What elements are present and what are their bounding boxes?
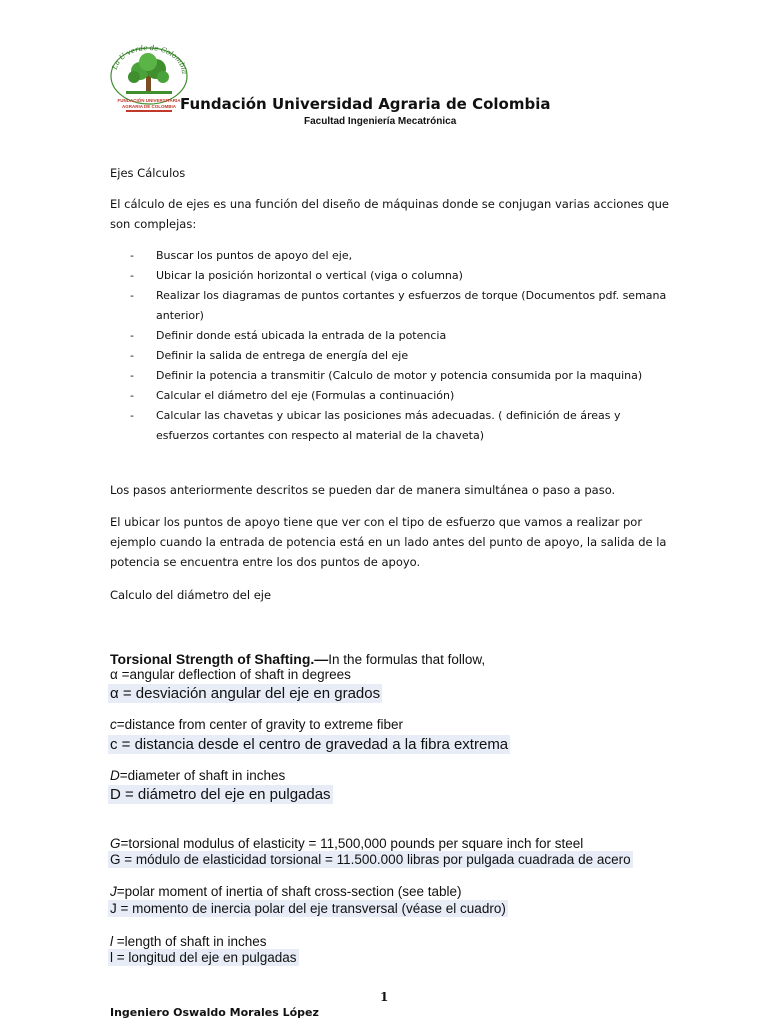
list-item [110, 266, 670, 286]
definition-english [110, 934, 266, 950]
list-item [110, 326, 670, 346]
list-marker: - [130, 389, 134, 402]
definition-spanish: G = módulo de elasticidad torsional = 11.500.000 libras por pulgada cuadrada de acero [110, 852, 631, 867]
footer-author: Ingeniero Oswaldo Morales López [110, 1006, 319, 1019]
institution-name: Fundación Universidad Agraria de Colombia [180, 95, 551, 113]
list-item [110, 386, 670, 406]
section-heading: Calculo del diámetro del eje [110, 588, 272, 602]
definition-english [110, 768, 285, 784]
definition-spanish: α = desviación angular del eje en grados [110, 685, 381, 702]
document-title: Ejes Cálculos [110, 166, 186, 180]
intro-paragraph: El cálculo de ejes es una función del diseño de máquinas donde se conjugan varias acciones que son complejas: [110, 197, 670, 231]
logo-arc-text: La U verde de Colombia [110, 44, 189, 75]
faculty-name: Facultad Ingeniería Mecatrónica [304, 116, 457, 127]
list-marker: - [130, 369, 134, 382]
definition-english [110, 884, 462, 900]
logo-caption-1: FUNDACIÓN UNIVERSITARIA [117, 98, 181, 103]
list-marker: - [130, 409, 134, 422]
torsion-title: Torsional Strength of Shafting.— [110, 651, 329, 667]
list-marker: - [130, 269, 134, 282]
definition-text: =length of shaft in inches [113, 934, 267, 949]
definition-english [110, 717, 403, 733]
list-item [110, 286, 670, 326]
step-text: Calcular el diámetro del eje (Formulas a continuación) [156, 389, 455, 402]
definition-text: =diameter of shaft in inches [119, 768, 286, 783]
paragraph-steps-order: Los pasos anteriormente descritos se pueden dar de manera simultánea o paso a paso. [110, 483, 616, 497]
step-text: Definir la salida de entrega de energía del eje [156, 349, 409, 362]
definition-text: =polar moment of inertia of shaft cross-section (see table) [116, 884, 462, 899]
step-text: Ubicar la posición horizontal o vertical (viga o columna) [156, 269, 463, 282]
definition-symbol: J [110, 884, 117, 899]
step-text: Buscar los puntos de apoyo del eje, [156, 249, 353, 262]
list-item [110, 246, 670, 266]
step-text: Calcular las chavetas y ubicar las posiciones más adecuadas. ( definición de áreas y esfuerzos cortantes con respecto al material de la chaveta) [156, 409, 621, 442]
list-item [110, 366, 670, 386]
definition-spanish: c = distancia desde el centro de gravedad a la fibra extrema [110, 736, 509, 753]
list-marker: - [130, 349, 134, 362]
definition-symbol: D [110, 768, 120, 783]
step-text: Definir donde está ubicada la entrada de la potencia [156, 329, 447, 342]
logo-caption-2: AGRARIA DE COLOMBIA [121, 104, 177, 109]
definition-text: =torsional modulus of elasticity = 11,500,000 pounds per square inch for steel [120, 836, 584, 851]
definition-english [110, 836, 583, 852]
step-text: Realizar los diagramas de puntos cortantes y esfuerzos de torque (Documentos pdf. semana anterior) [156, 289, 667, 322]
page-number: 1 [380, 990, 389, 1004]
list-marker: - [130, 289, 134, 302]
definition-text: =distance from center of gravity to extreme fiber [116, 717, 403, 732]
definition-symbol: c [110, 717, 117, 732]
list-marker: - [130, 249, 134, 262]
paragraph-support-points: El ubicar los puntos de apoyo tiene que ver con el tipo de esfuerzo que vamos a realizar por ejemplo cuando la entrada de potencia está en un lado antes del punto de apoyo, la salida de la potencia se encuentra entre los dos puntos de apoyo. [110, 515, 667, 569]
list-marker: - [130, 329, 134, 342]
definition-symbol: α [110, 667, 118, 682]
steps-list [110, 246, 670, 446]
list-item [110, 346, 670, 366]
step-text: Definir la potencia a transmitir (Calculo de motor y potencia consumida por la maquina) [156, 369, 643, 382]
definition-symbol: l [110, 934, 113, 949]
definition-spanish: D = diámetro del eje en pulgadas [110, 786, 331, 803]
torsion-heading-line [110, 651, 485, 668]
definition-spanish: l = longitud del eje en pulgadas [110, 950, 297, 965]
definition-spanish: J = momento de inercia polar del eje transversal (véase el cuadro) [110, 901, 506, 916]
torsion-intro: In the formulas that follow, [328, 652, 486, 667]
definition-english [110, 667, 351, 683]
list-item [110, 406, 670, 446]
definition-symbol: G [110, 836, 121, 851]
definition-text: =angular deflection of shaft in degrees [117, 667, 351, 682]
